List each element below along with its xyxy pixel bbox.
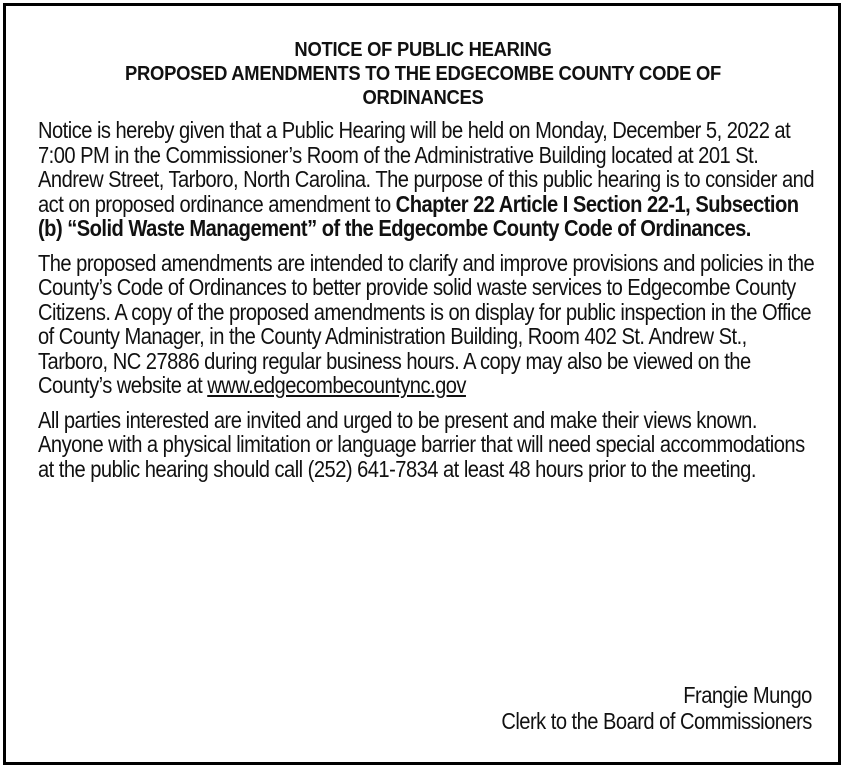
paragraph-3-text: All parties interested are invited and urged to be present and make their views known. Anyone with a physical limitation or language barrier that will need special accommodations at the public hearing should call (252) 641-7834 at least 48 hours prior to the meeting. [38, 406, 805, 482]
county-website-link[interactable]: www.edgecombecountync.gov [207, 372, 466, 398]
notice-body [38, 118, 817, 481]
paragraph-2-text: The proposed amendments are intended to clarify and improve provisions and policies in the County’s Code of Ordinances to better provide solid waste services to Edgecombe County Citizens. A copy of the proposed amendments is on display for public inspection in the Office of County Manager, in the County Administration Building, Room 402 St. Andrew St., Tarboro, NC 27886 during regular business hours. A copy may also be viewed on the County’s website at [38, 249, 815, 398]
signature-block [502, 682, 812, 734]
paragraph-1-text: Notice is hereby given that a Public Hearing will be held on Monday, December 5, 2022 at 7:00 PM in the Commissioner’s Room of the Administrative Building located at 201 St. Andrew Street, Tarboro, North Carolina. The purpose of this public hearing is to consider and act on proposed ordinance amendment to [38, 117, 815, 217]
signature-role: Clerk to the Board of Commissioners [501, 708, 812, 734]
paragraph-1-bold-reference: Chapter 22 Article I Section 22-1, Subsection (b) “Solid Waste Management” of the Edgecombe County Code of Ordinances. [38, 190, 799, 241]
title-line-2: PROPOSED AMENDMENTS TO THE EDGECOMBE COUNTY CODE OF [125, 63, 721, 85]
public-notice [3, 3, 841, 765]
title-line-1: NOTICE OF PUBLIC HEARING [294, 39, 552, 61]
paragraph-invitation [38, 408, 817, 482]
paragraph-amendment-purpose [38, 251, 817, 398]
paragraph-hearing-details [38, 118, 817, 241]
notice-title [69, 38, 777, 110]
title-line-3: ORDINANCES [362, 87, 484, 109]
signature-name: Frangie Mungo [683, 682, 812, 708]
